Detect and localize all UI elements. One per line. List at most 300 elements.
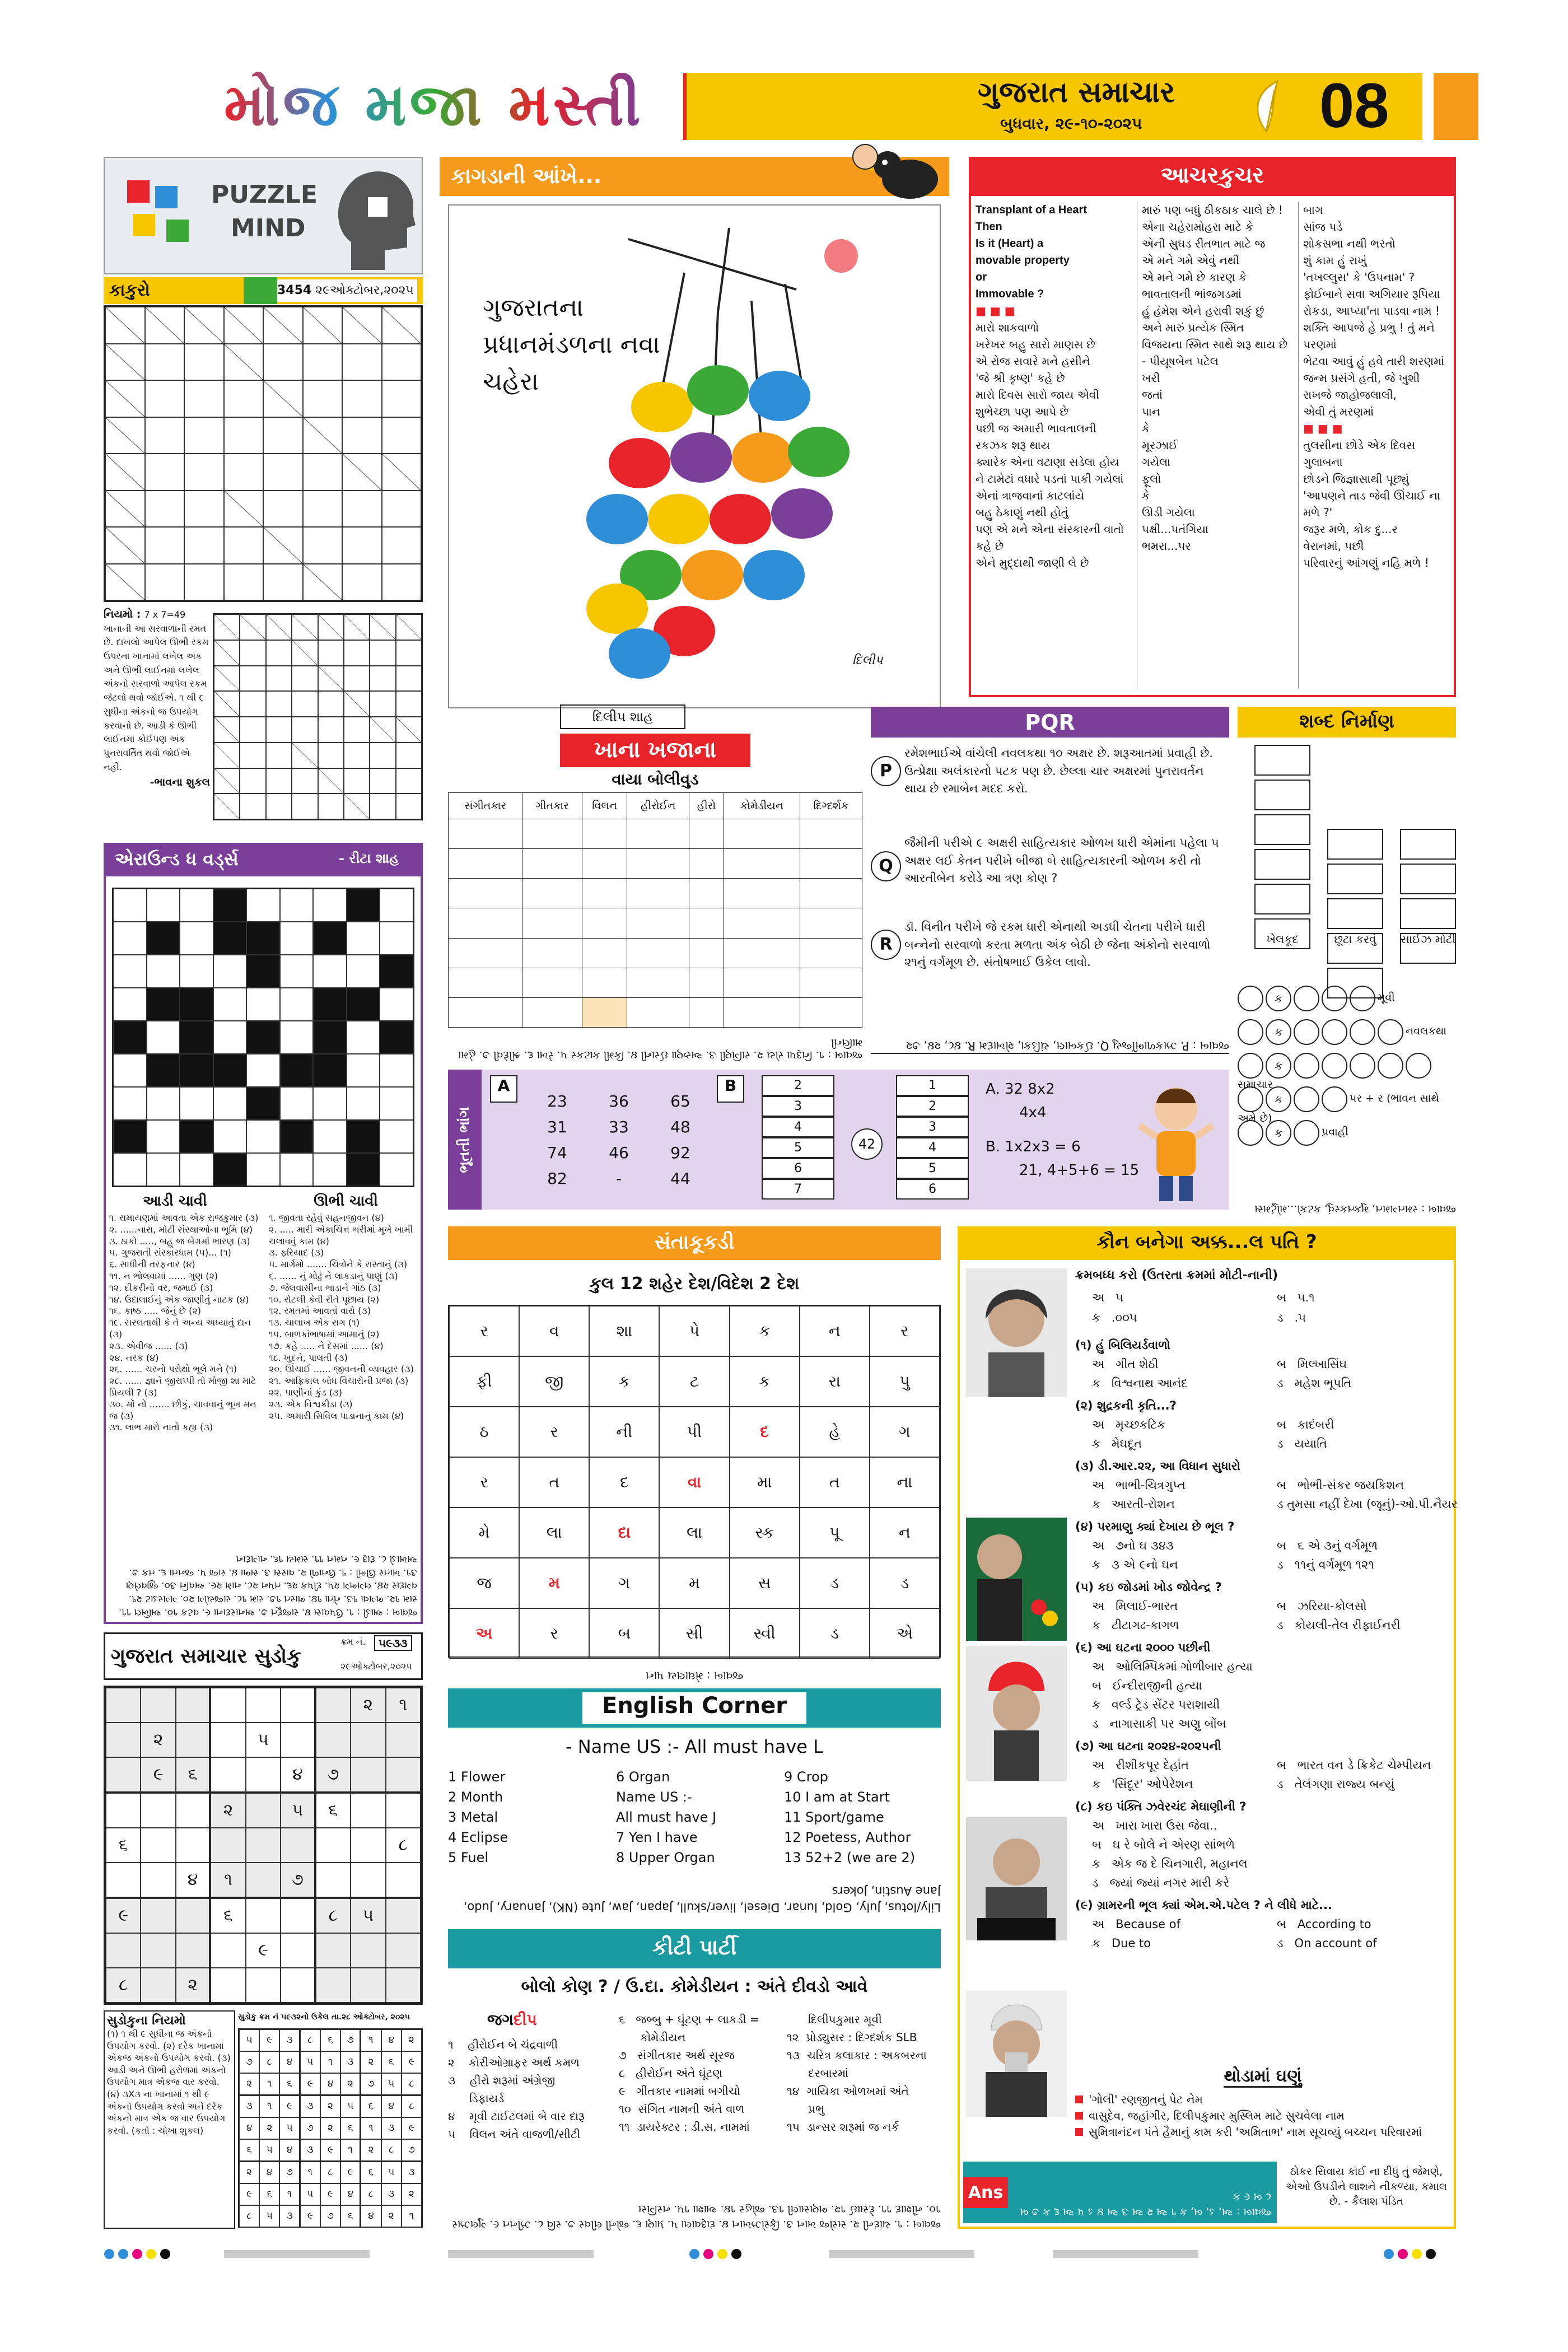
shabd-circle[interactable] (1350, 1053, 1375, 1079)
shabd-circle[interactable] (1238, 1086, 1263, 1112)
crossword-cell[interactable] (246, 1054, 280, 1087)
khana-cell[interactable] (449, 879, 522, 908)
kakuro-cell[interactable] (184, 417, 224, 454)
crossword-cell[interactable] (113, 955, 147, 988)
khana-cell[interactable] (689, 938, 724, 968)
crossword-cell[interactable] (246, 889, 280, 922)
crossword-cell[interactable] (180, 1087, 213, 1120)
shabd-row[interactable] (1238, 1019, 1456, 1051)
kakuro-cell[interactable] (382, 380, 422, 417)
kaun-option[interactable]: અ ૭નો ઘ ૩૪૩ (1092, 1539, 1174, 1552)
santakukdi-cell[interactable]: દ (730, 1407, 800, 1457)
kakuro-grid[interactable] (104, 305, 423, 602)
crossword-cell[interactable] (246, 1153, 280, 1186)
crossword-cell[interactable] (280, 1153, 314, 1186)
santakukdi-cell[interactable]: વ (519, 1306, 589, 1356)
khana-cell[interactable] (449, 938, 522, 968)
shabd-box[interactable] (1327, 829, 1383, 860)
crossword-cell[interactable] (380, 988, 413, 1021)
kakuro-cell[interactable] (184, 491, 224, 528)
kaun-option[interactable]: બ ઝરિયા-કોલસો (1277, 1599, 1367, 1613)
kaun-option[interactable]: અ રીશીકપૂર દેહાંત (1092, 1758, 1189, 1772)
kaun-option[interactable]: બ ભોભી-સંકર જયકિશન (1277, 1478, 1404, 1492)
kaun-option[interactable]: ડ તેલંગણા રાજ્ય બન્યું (1277, 1777, 1395, 1791)
sudoku-cell[interactable] (141, 1828, 175, 1863)
crossword-cell[interactable] (180, 922, 213, 955)
kaun-option[interactable]: ક Due to (1092, 1936, 1151, 1950)
shabd-box[interactable] (1400, 864, 1456, 894)
khana-cell[interactable] (582, 849, 627, 879)
shabd-box[interactable] (1254, 884, 1310, 914)
sudoku-cell[interactable] (316, 1723, 351, 1757)
shabd-circle[interactable] (1294, 986, 1319, 1011)
khana-cell[interactable] (689, 849, 724, 879)
crossword-cell[interactable] (213, 955, 247, 988)
sudoku-cell[interactable] (211, 1757, 245, 1793)
shabd-circle[interactable] (1294, 1120, 1319, 1146)
santakukdi-cell[interactable]: ક (730, 1356, 800, 1407)
kakuro-cell[interactable] (184, 454, 224, 491)
santakukdi-cell[interactable]: સી (659, 1608, 729, 1659)
kaun-option[interactable]: અ ખારા ખારા ઉસ જેવા.. (1092, 1819, 1217, 1832)
kakuro-cell[interactable] (303, 454, 343, 491)
kakuro-cell[interactable] (224, 380, 264, 417)
khana-cell[interactable] (449, 997, 522, 1027)
santakukdi-cell[interactable]: ક (589, 1356, 659, 1407)
kakuro-cell[interactable] (263, 491, 303, 528)
sudoku-cell[interactable] (316, 1688, 351, 1723)
kaun-option[interactable]: ક વર્લ્ડ ટ્રેડ સેંટર પરાશાયી (1092, 1698, 1220, 1711)
kaun-option[interactable]: ક .૦૦૫ (1092, 1311, 1137, 1324)
crossword-cell[interactable] (113, 1054, 147, 1087)
santakukdi-cell[interactable]: ર (449, 1457, 519, 1508)
khana-cell[interactable] (689, 819, 724, 849)
khana-cell[interactable] (800, 908, 862, 938)
kaun-option[interactable]: ડ On account of (1277, 1936, 1377, 1950)
shabd-circle[interactable] (1238, 1053, 1263, 1079)
khana-cell[interactable] (800, 819, 862, 849)
sudoku-cell[interactable] (211, 1688, 245, 1723)
santakukdi-cell[interactable]: ડ (800, 1608, 870, 1659)
crossword-cell[interactable] (147, 1120, 180, 1153)
santakukdi-cell[interactable]: મે (449, 1508, 519, 1558)
santakukdi-cell[interactable]: ટ (659, 1356, 729, 1407)
khana-cell[interactable] (724, 908, 800, 938)
crossword-cell[interactable] (180, 1153, 213, 1186)
kakuro-cell[interactable] (184, 527, 224, 564)
sudoku-cell[interactable] (211, 1723, 245, 1757)
kakuro-cell[interactable] (184, 344, 224, 381)
khana-cell[interactable] (800, 879, 862, 908)
sudoku-cell[interactable] (246, 1828, 281, 1863)
kakuro-cell[interactable] (303, 344, 343, 381)
sudoku-cell[interactable] (386, 1757, 421, 1793)
santakukdi-cell[interactable]: અ (449, 1608, 519, 1659)
sudoku-cell[interactable] (211, 1828, 245, 1863)
khana-cell[interactable] (627, 879, 689, 908)
sudoku-cell[interactable] (211, 1968, 245, 2003)
kakuro-cell[interactable] (145, 491, 185, 528)
kaun-option[interactable]: ક 'સિંદૂર' ઓપેરેશન (1092, 1777, 1193, 1791)
shabd-circle[interactable] (1322, 1019, 1347, 1045)
shabd-box[interactable] (1254, 849, 1310, 880)
crossword-cell[interactable] (380, 1054, 413, 1087)
khana-cell[interactable] (724, 997, 800, 1027)
kaun-option[interactable]: બ ૫.૧ (1277, 1291, 1315, 1304)
santakukdi-cell[interactable]: સ્ક (730, 1508, 800, 1558)
khana-cell[interactable] (800, 968, 862, 997)
khana-cell[interactable] (522, 819, 582, 849)
kaun-option[interactable]: બ ઘ રે બોલે ને એરણ સાંભળે (1092, 1838, 1235, 1851)
sudoku-cell[interactable] (316, 1968, 351, 2003)
santakukdi-cell[interactable]: ર (449, 1306, 519, 1356)
crossword-cell[interactable] (180, 955, 213, 988)
shabd-circle[interactable] (1406, 1053, 1431, 1079)
kakuro-cell[interactable] (145, 564, 185, 601)
crossword-cell[interactable] (147, 889, 180, 922)
kakuro-cell[interactable] (342, 564, 382, 601)
khana-cell[interactable] (449, 819, 522, 849)
shabd-circle-rows[interactable] (1238, 986, 1456, 1165)
shabd-circle[interactable] (1238, 1019, 1263, 1045)
sudoku-cell[interactable] (386, 1723, 421, 1757)
khana-cell[interactable] (522, 908, 582, 938)
crossword-cell[interactable] (380, 1153, 413, 1186)
kaun-option[interactable]: બ મિલ્ખાસિંઘ (1277, 1357, 1347, 1371)
sudoku-cell[interactable] (351, 1863, 385, 1898)
crossword-cell[interactable] (313, 1153, 347, 1186)
sudoku-cell[interactable] (246, 1863, 281, 1898)
santakukdi-cell[interactable]: સ (730, 1558, 800, 1608)
kakuro-cell[interactable] (342, 380, 382, 417)
shabd-circle[interactable] (1350, 986, 1375, 1011)
sudoku-cell[interactable] (351, 1793, 385, 1828)
sudoku-cell[interactable] (386, 1863, 421, 1898)
shabd-circle[interactable]: ક (1266, 1053, 1291, 1079)
khana-cell[interactable] (582, 938, 627, 968)
kaun-option[interactable]: બ કાદંબરી (1277, 1418, 1334, 1431)
sudoku-cell[interactable] (246, 1757, 281, 1793)
santakukdi-cell[interactable]: ર (519, 1608, 589, 1659)
khana-cell[interactable] (724, 819, 800, 849)
kaun-option[interactable]: ડ જ્યાં જ્યાં નગર મારી કરે (1092, 1876, 1230, 1889)
santakukdi-cell[interactable]: જી (519, 1356, 589, 1407)
kaun-option[interactable]: ક ટીટાગઢ-કાગળ (1092, 1618, 1179, 1632)
shabd-circle[interactable] (1294, 1086, 1319, 1112)
sudoku-cell[interactable] (106, 1863, 141, 1898)
crossword-cell[interactable] (313, 889, 347, 922)
khana-cell[interactable] (582, 819, 627, 849)
santakukdi-cell[interactable]: વા (659, 1457, 729, 1508)
santakukdi-cell[interactable]: ન (800, 1306, 870, 1356)
shabd-circle[interactable] (1378, 1053, 1403, 1079)
kakuro-cell[interactable] (145, 454, 185, 491)
crossword-cell[interactable] (380, 1087, 413, 1120)
kakuro-cell[interactable] (145, 417, 185, 454)
khana-cell[interactable] (689, 879, 724, 908)
santakukdi-cell[interactable]: રા (800, 1356, 870, 1407)
khana-cell[interactable] (627, 819, 689, 849)
khana-cell[interactable] (522, 997, 582, 1027)
crossword-cell[interactable] (113, 922, 147, 955)
sudoku-cell[interactable] (316, 1828, 351, 1863)
santakukdi-cell[interactable]: મા (730, 1457, 800, 1508)
kaun-option[interactable]: ડ કોયલી-તેલ રીફાઈનરી (1277, 1618, 1401, 1632)
santakukdi-cell[interactable]: શા (589, 1306, 659, 1356)
shabd-row[interactable] (1238, 986, 1456, 1017)
shabd-box[interactable] (1327, 898, 1383, 929)
crossword-cell[interactable] (180, 889, 213, 922)
shabd-circle[interactable] (1294, 1053, 1319, 1079)
crossword-cell[interactable] (213, 1120, 247, 1153)
sudoku-cell[interactable] (351, 1757, 385, 1793)
shabd-circle[interactable] (1322, 986, 1347, 1011)
santakukdi-cell[interactable]: લા (519, 1508, 589, 1558)
kaun-option[interactable]: અ Because of (1092, 1917, 1181, 1931)
sudoku-cell[interactable] (281, 1968, 315, 2003)
khana-cell[interactable] (582, 968, 627, 997)
santakukdi-cell[interactable]: પૂ (800, 1508, 870, 1558)
sudoku-cell[interactable] (106, 1723, 141, 1757)
crossword-cell[interactable] (380, 889, 413, 922)
kaun-option[interactable]: ડ ૧૧નું વર્ગમૂળ ૧૨૧ (1277, 1558, 1374, 1571)
crossword-cell[interactable] (213, 1021, 247, 1054)
khana-cell[interactable] (800, 938, 862, 968)
shabd-row[interactable] (1238, 1053, 1456, 1091)
santakukdi-cell[interactable]: ત (519, 1457, 589, 1508)
khana-cell[interactable] (582, 879, 627, 908)
shabd-circle[interactable] (1322, 1053, 1347, 1079)
crossword-cell[interactable] (313, 1087, 347, 1120)
shabd-row[interactable] (1238, 1086, 1456, 1124)
crossword-cell[interactable] (380, 1120, 413, 1153)
khana-cell[interactable] (522, 849, 582, 879)
shabd-circle[interactable] (1294, 1019, 1319, 1045)
khana-cell[interactable] (724, 968, 800, 997)
sudoku-cell[interactable] (246, 1968, 281, 2003)
sudoku-cell[interactable] (246, 1793, 281, 1828)
kakuro-cell[interactable] (303, 527, 343, 564)
crossword-cell[interactable] (147, 1021, 180, 1054)
santakukdi-cell[interactable]: બ (589, 1608, 659, 1659)
sudoku-cell[interactable] (316, 1933, 351, 1968)
kakuro-cell[interactable] (184, 380, 224, 417)
santakukdi-cell[interactable]: સ્વી (730, 1608, 800, 1659)
kaun-option[interactable]: ક ૩ એ ૯નો ઘન (1092, 1558, 1178, 1571)
shabd-circle[interactable]: ક (1266, 986, 1291, 1011)
shabd-circle[interactable]: ક (1266, 1086, 1291, 1112)
crossword-cell[interactable] (147, 1087, 180, 1120)
kaun-option[interactable]: બ ૬ એ ૩નું વર્ગમૂળ (1277, 1539, 1378, 1552)
kakuro-cell[interactable] (224, 527, 264, 564)
santakukdi-cell[interactable]: મ (659, 1558, 729, 1608)
kakuro-cell[interactable] (382, 417, 422, 454)
crossword-cell[interactable] (113, 988, 147, 1021)
kaun-option[interactable]: અ ૫ (1092, 1291, 1123, 1304)
kaun-option[interactable]: બ According to (1277, 1917, 1371, 1931)
crossword-cell[interactable] (347, 922, 380, 955)
khana-cell[interactable] (800, 849, 862, 879)
santakukdi-cell[interactable]: ઠ (449, 1407, 519, 1457)
kakuro-cell[interactable] (145, 527, 185, 564)
sudoku-cell[interactable] (106, 1793, 141, 1828)
sudoku-cell[interactable] (141, 1863, 175, 1898)
khana-cell[interactable] (689, 968, 724, 997)
khana-cell[interactable] (627, 968, 689, 997)
khana-cell[interactable] (724, 938, 800, 968)
santakukdi-cell[interactable]: દ (589, 1457, 659, 1508)
kakuro-cell[interactable] (303, 380, 343, 417)
sudoku-cell[interactable] (281, 1933, 315, 1968)
khana-cell[interactable] (724, 879, 800, 908)
kaun-option[interactable]: ડ નાગાસાકી પર અણુ બોંબ (1092, 1717, 1226, 1730)
kaun-option[interactable]: ક મેઘદૂત (1092, 1437, 1142, 1450)
kakuro-cell[interactable] (263, 454, 303, 491)
sudoku-cell[interactable] (386, 1933, 421, 1968)
shabd-row[interactable] (1238, 1120, 1456, 1151)
crossword-cell[interactable] (380, 922, 413, 955)
shabd-box[interactable] (1400, 829, 1456, 860)
crossword-cell[interactable] (313, 1120, 347, 1153)
shabd-circle[interactable] (1378, 1019, 1403, 1045)
kakuro-cell[interactable] (342, 344, 382, 381)
crossword-cell[interactable] (113, 889, 147, 922)
shabd-box[interactable] (1254, 745, 1310, 776)
kakuro-cell[interactable] (263, 417, 303, 454)
shabd-boxes[interactable] (1238, 745, 1456, 952)
santakukdi-cell[interactable]: ર (870, 1306, 940, 1356)
khana-cell[interactable] (522, 938, 582, 968)
santakukdi-cell[interactable]: પુ (870, 1356, 940, 1407)
sudoku-cell[interactable] (351, 1723, 385, 1757)
crossword-cell[interactable] (147, 1153, 180, 1186)
kakuro-cell[interactable] (145, 380, 185, 417)
kaun-option[interactable]: અ ગીત શેઠી (1092, 1357, 1159, 1371)
sudoku-cell[interactable] (176, 1898, 211, 1933)
kaun-option[interactable]: અ ઓલિમ્પિકમાં ગોળીબાર હત્યા (1092, 1660, 1253, 1673)
kaun-q0-options[interactable] (1075, 1288, 1450, 1333)
santakukdi-cell[interactable]: એ (870, 1608, 940, 1659)
sudoku-cell[interactable] (351, 1933, 385, 1968)
sudoku-grid[interactable] (104, 1686, 423, 2005)
kaun-option[interactable]: અ ભાભી-ચિત્રગુપ્ત (1092, 1478, 1186, 1492)
kakuro-cell[interactable] (342, 491, 382, 528)
sudoku-cell[interactable] (106, 1933, 141, 1968)
khana-cell[interactable] (449, 968, 522, 997)
sudoku-cell[interactable] (351, 1968, 385, 2003)
crossword-cell[interactable] (313, 955, 347, 988)
kaun-option[interactable]: ડ યયાતિ (1277, 1437, 1327, 1450)
sudoku-cell[interactable] (246, 1898, 281, 1933)
sudoku-cell[interactable] (281, 1898, 315, 1933)
kaun-option[interactable]: ડ .૫ (1277, 1311, 1306, 1324)
santakukdi-cell[interactable]: પી (659, 1407, 729, 1457)
crossword-cell[interactable] (147, 955, 180, 988)
crossword-cell[interactable] (280, 1087, 314, 1120)
santakukdi-cell[interactable]: લા (659, 1508, 729, 1558)
sudoku-cell[interactable] (316, 1863, 351, 1898)
sudoku-cell[interactable] (141, 1688, 175, 1723)
santakukdi-cell[interactable]: ગ (870, 1407, 940, 1457)
khana-cell[interactable] (800, 997, 862, 1027)
khana-cell[interactable] (582, 997, 627, 1027)
crossword-cell[interactable] (347, 1021, 380, 1054)
santakukdi-cell[interactable]: હે (800, 1407, 870, 1457)
khana-cell[interactable] (449, 908, 522, 938)
sudoku-cell[interactable] (281, 1688, 315, 1723)
santakukdi-cell[interactable]: ની (589, 1407, 659, 1457)
khana-cell[interactable] (627, 908, 689, 938)
kaun-option[interactable]: ક આરતી-રોશન (1092, 1497, 1175, 1511)
shabd-circle[interactable] (1350, 1019, 1375, 1045)
khana-cell[interactable] (724, 849, 800, 879)
kaun-option[interactable]: બ ઈન્દીરાજીની હત્યા (1092, 1679, 1202, 1692)
shabd-circle[interactable] (1238, 1120, 1263, 1146)
shabd-circle[interactable]: ક (1266, 1120, 1291, 1146)
santakukdi-cell[interactable]: ડ (800, 1558, 870, 1608)
santakukdi-cell[interactable]: ત (800, 1457, 870, 1508)
santakukdi-grid[interactable] (448, 1305, 941, 1658)
crossword-cell[interactable] (113, 1153, 147, 1186)
shabd-box[interactable] (1254, 780, 1310, 810)
kakuro-cell[interactable] (224, 564, 264, 601)
santakukdi-cell[interactable]: ન (870, 1508, 940, 1558)
crossword-cell[interactable] (113, 1087, 147, 1120)
khana-cell[interactable] (582, 908, 627, 938)
kakuro-cell[interactable] (382, 344, 422, 381)
shabd-box[interactable] (1327, 864, 1383, 894)
khana-cell[interactable] (689, 908, 724, 938)
kakuro-cell[interactable] (382, 564, 422, 601)
kaun-option[interactable]: બ ભારત વન ડે ક્રિકેટ ચેમ્પીયન (1277, 1758, 1431, 1772)
sudoku-cell[interactable] (281, 1723, 315, 1757)
khana-cell[interactable] (689, 997, 724, 1027)
crossword-grid[interactable] (112, 888, 414, 1187)
santakukdi-cell[interactable]: દા (589, 1508, 659, 1558)
kaun-questions[interactable] (1075, 1336, 1458, 2008)
kaun-option[interactable]: ડ તુમસા નહીં દેખા (જૂનું)-ઓ.પી.નૈયર (1277, 1497, 1458, 1511)
crossword-cell[interactable] (347, 1054, 380, 1087)
sudoku-cell[interactable] (351, 1828, 385, 1863)
kaun-option[interactable]: અ મૃચ્છકટિક (1092, 1418, 1166, 1431)
khana-cell[interactable] (627, 997, 689, 1027)
sudoku-cell[interactable] (106, 1757, 141, 1793)
sudoku-cell[interactable] (141, 1793, 175, 1828)
khana-table[interactable] (448, 792, 862, 1028)
khana-cell[interactable] (522, 879, 582, 908)
kakuro-cell[interactable] (263, 564, 303, 601)
crossword-cell[interactable] (280, 922, 314, 955)
sudoku-cell[interactable] (176, 1723, 211, 1757)
crossword-cell[interactable] (280, 988, 314, 1021)
santakukdi-cell[interactable]: ના (870, 1457, 940, 1508)
sudoku-cell[interactable] (176, 1828, 211, 1863)
shabd-circle[interactable] (1238, 986, 1263, 1011)
crossword-cell[interactable] (280, 889, 314, 922)
kakuro-cell[interactable] (224, 417, 264, 454)
kakuro-cell[interactable] (382, 527, 422, 564)
sudoku-cell[interactable] (386, 1898, 421, 1933)
kakuro-cell[interactable] (342, 417, 382, 454)
kakuro-cell[interactable] (342, 527, 382, 564)
khana-cell[interactable] (627, 938, 689, 968)
khana-cell[interactable] (522, 968, 582, 997)
sudoku-cell[interactable] (141, 1898, 175, 1933)
sudoku-cell[interactable] (176, 1793, 211, 1828)
shabd-circle[interactable]: ક (1266, 1019, 1291, 1045)
santakukdi-cell[interactable]: મ (519, 1558, 589, 1608)
kakuro-cell[interactable] (382, 491, 422, 528)
